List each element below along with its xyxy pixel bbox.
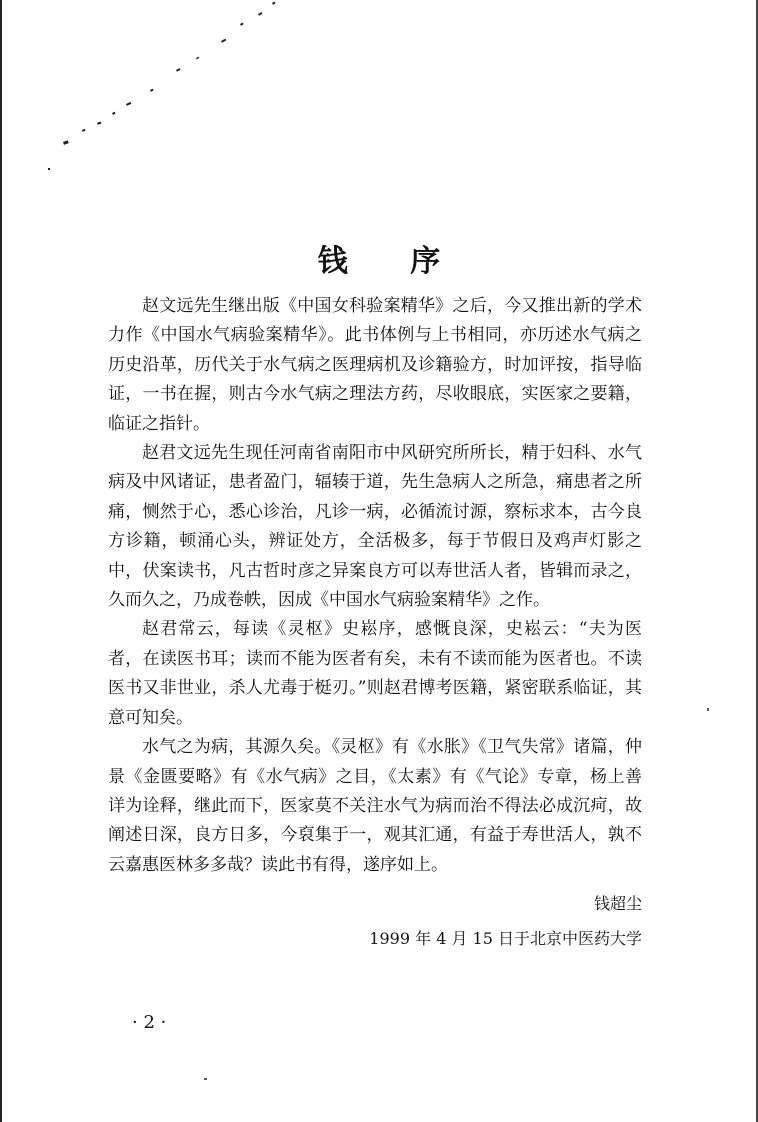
- page-number: · 2 ·: [132, 1012, 167, 1033]
- scan-artifact-speck-right: [707, 708, 709, 711]
- preface-body: [108, 292, 642, 880]
- paragraph-3: 赵君常云，每读《灵枢》史崧序，感慨良深，史崧云：“夫为医者，在读医书耳；读而不能为医者有矣，未有不读而能为医者也。不读医书又非世业，杀人尤毒于梃刃。”则赵君博考医籍，紧密联系临证，其意可知矣。: [108, 619, 642, 728]
- paragraph-2: 赵君文远先生现任河南省南阳市中风研究所所长，精于妇科、水气病及中风诸证，患者盈门，辐辏于道，先生急病人之所急，痛患者之所痛，恻然于心，悉心诊治，凡诊一病，必循流讨源，察标求本，古今良方诊籍，顿涌心头，辨证处方，全活极多，每于节假日及鸡声灯影之中，伏案读书，凡古哲时彦之异案良方可以寿世活人者，皆辑而录之，久而久之，乃成卷帙，因成《中国水气病验案精华》之作。: [108, 443, 642, 611]
- scan-artifact-speck-bottom: [204, 1078, 207, 1080]
- scan-artifact-specks: [0, 0, 300, 200]
- paragraph-4: 水气之为病，其源久矣。《灵枢》有《水胀》《卫气失常》诸篇，仲景《金匮要略》有《水气病》之目，《太素》有《气论》专章，杨上善详为诠释，继此而下，医家莫不关注水气为病而治不得法必成沉疴，故阐述日深，良方日多，今裒集于一，观其汇通，有益于寿世活人，孰不云嘉惠医林多多哉？读此书有得，遂序如上。: [108, 737, 642, 875]
- date-place-line: 1999 年 4 月 15 日于北京中医药大学: [369, 929, 642, 948]
- page-title: 钱 序: [317, 244, 467, 279]
- paragraph-1: 赵文远先生继出版《中国女科验案精华》之后，今又推出新的学术力作《中国水气病验案精华》。此书体例与上书相同，亦历述水气病之历史沿革，历代关于水气病之医理病机及诊籍验方，时加评按，指导临证，一书在握，则古今水气病之理法方药，尽收眼底，实医家之要籍，临证之指针。: [108, 296, 642, 434]
- author-signature: 钱超尘: [593, 894, 642, 913]
